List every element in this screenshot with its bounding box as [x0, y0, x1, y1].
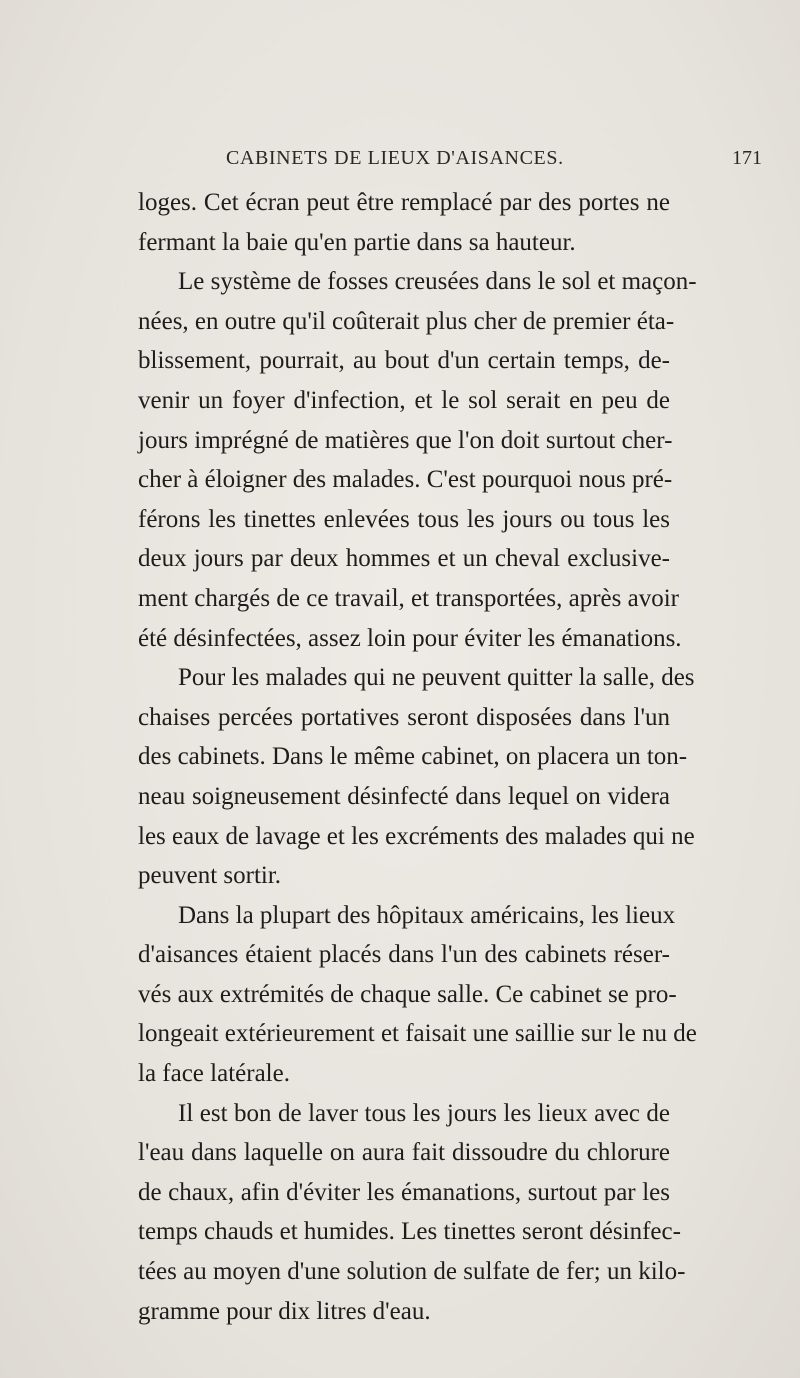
text-line: de chaux, afin d'éviter les émanations, surtout par les [138, 1178, 670, 1206]
text-line: d'aisances étaient placés dans l'un des cabinets réser- [138, 941, 670, 969]
text-line: la face latérale. [138, 1060, 290, 1088]
text-line: Dans la plupart des hôpitaux américains, les lieux [178, 901, 676, 929]
page-header [0, 147, 800, 173]
text-line: Pour les malades qui ne peuvent quitter la salle, des [178, 664, 695, 692]
text-line: loges. Cet écran peut être remplacé par des portes ne [138, 189, 670, 216]
text-line: nées, en outre qu'il coûterait plus cher de premier éta- [138, 307, 675, 335]
text-line: gramme pour dix litres d'eau. [138, 1297, 431, 1325]
text-line: blissement, pourrait, au bout d'un certain temps, de- [138, 347, 670, 375]
text-line: été désinfectées, assez loin pour éviter les émanations. [138, 624, 682, 652]
text-line: férons les tinettes enlevées tous les jours ou tous les [138, 505, 670, 533]
text-line: chaises percées portatives seront disposées dans l'un [138, 703, 670, 731]
text-line: temps chauds et humides. Les tinettes seront désinfec- [138, 1218, 681, 1246]
text-line: tées au moyen d'une solution de sulfate de fer; un kilo- [138, 1258, 686, 1286]
page-number: 171 [732, 147, 762, 169]
text-line: l'eau dans laquelle on aura fait dissoudre du chlorure [138, 1139, 670, 1167]
text-line: deux jours par deux hommes et un cheval exclusive- [138, 545, 670, 573]
text-line: ment chargés de ce travail, et transportées, après avoir [138, 584, 679, 612]
body-text [138, 183, 697, 1331]
text-line: Le système de fosses creusées dans le sol et maçon- [178, 268, 697, 296]
text-line: longeait extérieurement et faisait une saillie sur le nu de [138, 1020, 697, 1048]
text-line: des cabinets. Dans le même cabinet, on placera un ton- [138, 743, 688, 771]
text-line: peuvent sortir. [138, 862, 282, 890]
text-line: neau soigneusement désinfecté dans lequel on videra [138, 782, 670, 810]
text-line: Il est bon de laver tous les jours les lieux avec de [178, 1099, 670, 1127]
text-line: venir un foyer d'infection, et le sol serait en peu de [138, 386, 670, 414]
text-line: fermant la baie qu'en partie dans sa hauteur. [138, 228, 576, 256]
text-line: vés aux extrémités de chaque salle. Ce cabinet se pro- [138, 980, 677, 1008]
text-line: les eaux de lavage et les excréments des malades qui ne [138, 822, 695, 850]
text-line: jours imprégné de matières que l'on doit surtout cher- [138, 426, 673, 454]
running-title: CABINETS DE LIEUX D'AISANCES. [226, 147, 564, 169]
text-line: cher à éloigner des malades. C'est pourquoi nous pré- [138, 466, 673, 494]
